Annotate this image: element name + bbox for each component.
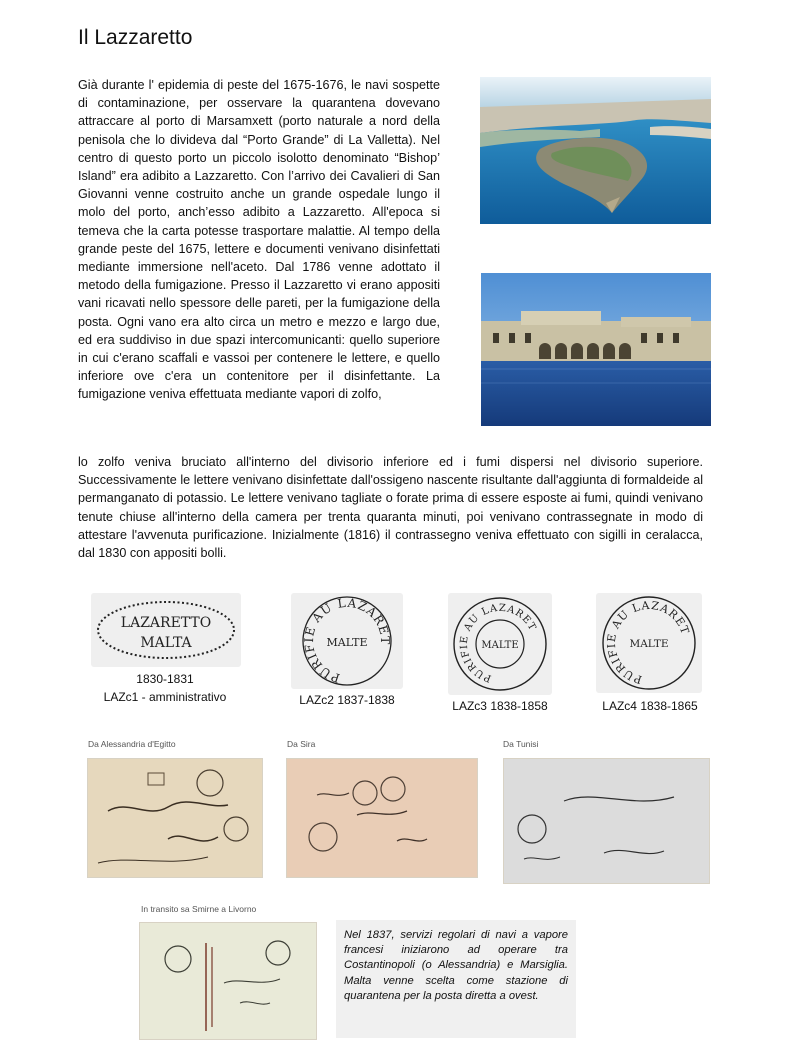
- letter-origin-tunisi: Da Tunisi: [503, 739, 539, 749]
- lazzaretto-building-photo: [481, 273, 711, 426]
- stamp-lazc3-ring: PURIFIE AU LAZARET: [458, 602, 538, 684]
- stamp-lazc2: [291, 593, 403, 689]
- stamp-lazc1: [91, 593, 241, 667]
- steamship-note: Nel 1837, servizi regolari di navi a vapore francesi iniziarono ad operare tra Costantinopoli (o Alessandria) e Marsiglia. Malta venne scelta come stazione di quarantena per la posta diretta a ovest.: [336, 920, 576, 1038]
- stamp-lazc3-caption: LAZc3 1838-1858: [452, 699, 548, 713]
- stamp-lazc3-center: MALTE: [481, 640, 519, 651]
- stamp-lazc2-ring: PURIFIE AU LAZARET: [301, 595, 393, 686]
- letter-origin-smirne: In transito sa Smirne a Livorno: [141, 904, 257, 914]
- letter-cover-sira: [286, 758, 478, 878]
- aerial-photo: [480, 77, 711, 224]
- intro-paragraph: Già durante l' epidemia di peste del 1675-1676, le navi sospette di contaminazione, per osservare la quarantena dovevano attraccare al porto di Marsamxett (porto naturale a nord della penisola che lo divideva dal “Porto Grande” di La Valletta). Nel centro di questo porto un piccolo isolotto denominato “Bishop’ Island” era adibito a Lazzaretto. Con l’arrivo dei Cavalieri di San Giovanni venne costruito anche un grande ospedale lungo il molo del porto, anch’esso adibito a Lazzaretto. All'epoca si temeva che la carta potesse trasportare malattie. Al tempo della grande peste del 1675, lettere e documenti venivano disinfettati mediante immersione nell'aceto. Dal 1786 venne adottato il metodo della fumigazione. Presso il Lazzaretto vi erano appositi vani ricavati nello spessore delle pareti, per la fumigazione della posta. Ogni vano era alto circa un metro e mezzo e largo due, ed era suddiviso in due spazi intercomunicanti: quello superiore in cui c'erano scaffali e vassoi per contenere le lettere, e quello inferiore ove c'era un contenitore per il disinfettante. La fumigazione veniva effettuata mediante vapori di zolfo,: [78, 78, 440, 402]
- stamp-lazc3: [448, 593, 552, 695]
- stamp-lazc2-caption: LAZc2 1837-1838: [299, 693, 395, 707]
- stamp-lazc1-years: 1830-1831: [136, 672, 194, 686]
- stamp-lazc4-ring: PURIFIE AU LAZARET: [604, 598, 692, 687]
- stamp-lazc1-line1: LAZARETTO: [120, 615, 212, 631]
- letter-cover-alessandria: [87, 758, 263, 878]
- stamp-lazc1-line2: MALTA: [140, 635, 192, 651]
- fumigation-paragraph: lo zolfo veniva bruciato all'interno del divisorio inferiore ed i fumi dispersi nel divisorio superiore. Successivamente le lettere venivano disinfettate dall'ossigeno nascente risultante dall'aggiunta di formaldeide al permanganato di potassio. Le lettere venivano tagliate o forate prima di essere esposte ai fumi, quindi venivano tenute chiuse all'interno della camera per trenta quaranta minuti, poi venivano contrassegnate in modo di attestare l'avvenuta purificazione. Inizialmente (1816) il contrassegno veniva effettuato con sigilli in ceralacca, dal 1830 con appositi bolli.: [78, 455, 703, 561]
- page-title: Il Lazzaretto: [78, 26, 193, 49]
- letter-origin-alessandria: Da Alessandria d'Egitto: [88, 739, 176, 749]
- stamp-lazc4: [596, 593, 702, 693]
- stamp-lazc4-caption: LAZc4 1838-1865: [602, 699, 698, 713]
- stamp-lazc1-code: LAZc1 - amministrativo: [103, 690, 227, 704]
- letter-cover-tunisi: [503, 758, 710, 884]
- letter-cover-smirne: [139, 922, 317, 1040]
- stamp-lazc2-center: MALTE: [326, 636, 368, 649]
- stamp-lazc4-center: MALTE: [629, 638, 669, 650]
- letter-origin-sira: Da Sira: [287, 739, 316, 749]
